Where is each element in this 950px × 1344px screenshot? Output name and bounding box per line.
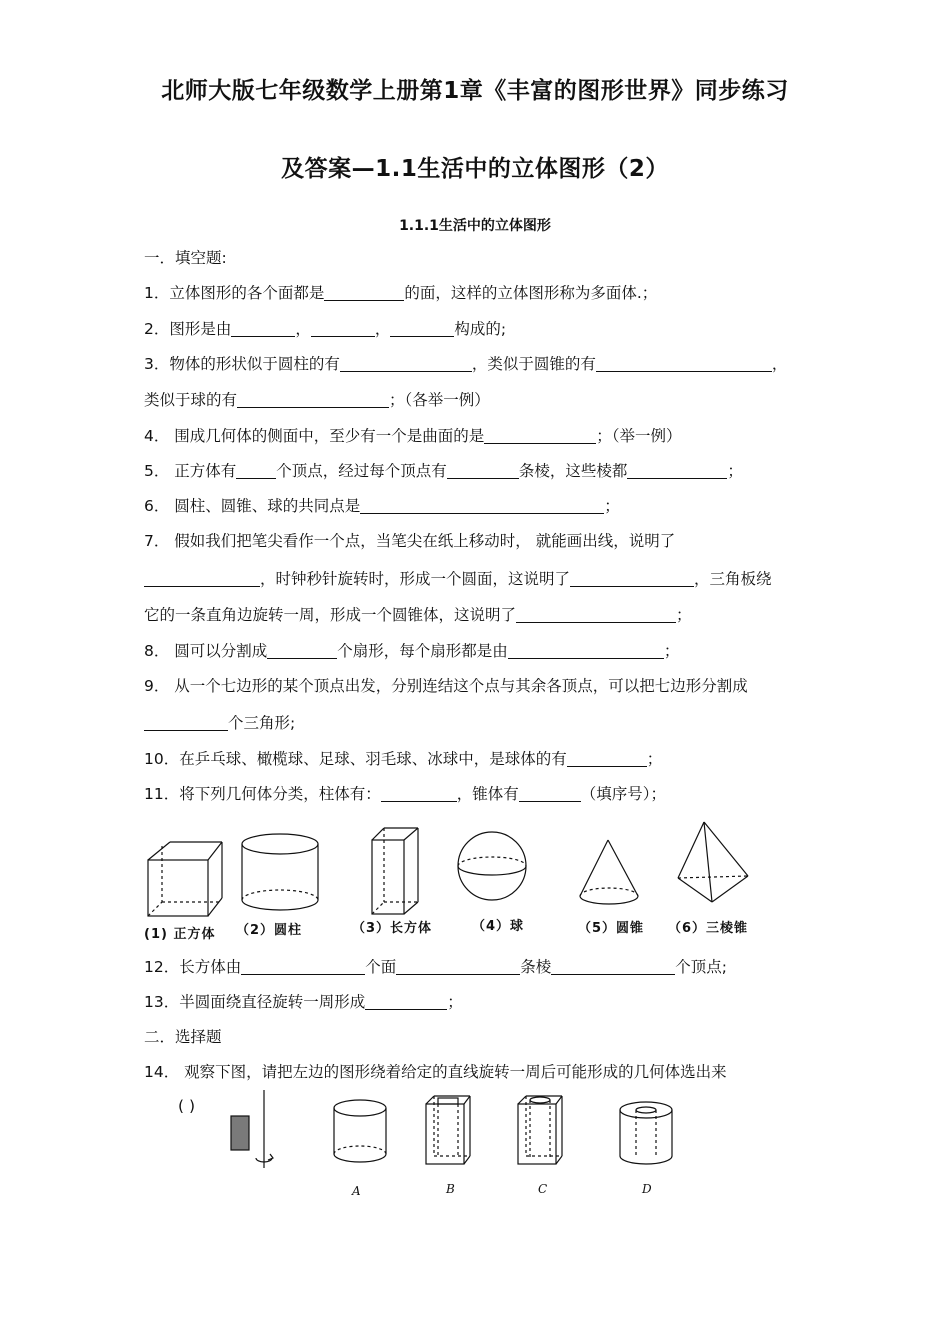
part2-heading: 二．选择题 <box>144 1028 222 1046</box>
option-b-figure <box>422 1092 474 1168</box>
option-c-figure <box>514 1092 566 1168</box>
question-9: 9． 从一个七边形的某个顶点出发，分别连结这个点与其余各顶点，可以把七边形分割成 <box>144 677 748 695</box>
question-3-cont: 类似于球的有 ；（各举一例） <box>144 391 490 409</box>
question-8: 8． 圆可以分割成 个扇形，每个扇形都是由 ； <box>144 642 680 660</box>
option-a-figure <box>332 1098 390 1168</box>
cuboid-figure <box>370 826 422 918</box>
section-title: 1.1.1生活中的立体图形 <box>399 218 551 234</box>
question-9-cont: 个三角形; <box>144 711 295 733</box>
caption-pyramid: （6）三棱锥 <box>668 921 749 936</box>
rotation-rectangle-figure <box>226 1088 276 1172</box>
question-13: 13．半圆面绕直径旋转一周形成 ； <box>144 993 463 1011</box>
cube-figure <box>144 838 224 918</box>
question-12: 12．长方体由 个面 条棱 个顶点; <box>144 958 727 976</box>
question-1: 1．立体图形的各个面都是 的面，这样的立体图形称为多面体.； <box>144 284 658 302</box>
question-14: 14． 观察下图，请把左边的图形绕着给定的直线旋转一周后可能形成的几何体选出来 <box>144 1063 727 1081</box>
cylinder-figure <box>240 830 324 914</box>
question-5: 5． 正方体有 个顶点，经过每个顶点有 条棱，这些棱都 ； <box>144 462 743 480</box>
question-11: 11．将下列几何体分类，柱体有： ，锥体有 （填序号）； <box>144 785 667 803</box>
option-d-figure <box>618 1100 676 1168</box>
question-7-cont2: 它的一条直角边旋转一周，形成一个圆锥体，这说明了 ； <box>144 606 692 624</box>
option-b-label: B <box>446 1182 455 1196</box>
caption-cube: (1) 正方体 <box>144 927 216 942</box>
caption-cuboid: （3）长方体 <box>352 921 433 936</box>
question-4: 4． 围成几何体的侧面中，至少有一个是曲面的是 ；（举一例） <box>144 427 682 445</box>
cone-figure <box>578 838 640 910</box>
option-a-label: A <box>352 1184 361 1198</box>
option-d-label: D <box>642 1182 652 1196</box>
question-6: 6． 圆柱、圆锥、球的共同点是 ； <box>144 497 620 515</box>
question-2: 2．图形是由 ， ， 构成的; <box>144 320 507 338</box>
option-c-label: C <box>538 1182 548 1196</box>
sphere-figure <box>456 830 528 902</box>
question-7: 7． 假如我们把笔尖看作一个点，当笔尖在纸上移动时， 就能画出线，说明了 <box>144 532 676 550</box>
doc-title-line2: 及答案—1.1生活中的立体图形（2） <box>281 156 669 182</box>
caption-cone: （5）圆锥 <box>578 921 645 936</box>
question-3: 3．物体的形状似于圆柱的有 ，类似于圆锥的有 ， <box>144 355 788 373</box>
caption-sphere: （4）球 <box>472 919 525 934</box>
caption-cylinder: （2）圆柱 <box>236 923 303 938</box>
question-10: 10．在乒乓球、橄榄球、足球、羽毛球、冰球中，是球体的有 ； <box>144 750 663 768</box>
question-14-answer-paren: ( ) <box>178 1097 196 1115</box>
doc-title-line1: 北师大版七年级数学上册第1章《丰富的图形世界》同步练习 <box>161 78 789 104</box>
triangular-pyramid-figure <box>674 820 752 908</box>
part1-heading: 一．填空题: <box>144 249 227 267</box>
question-7-cont: ，时钟秒针旋转时，形成一个圆面，这说明了 ，三角板绕 <box>144 567 772 589</box>
